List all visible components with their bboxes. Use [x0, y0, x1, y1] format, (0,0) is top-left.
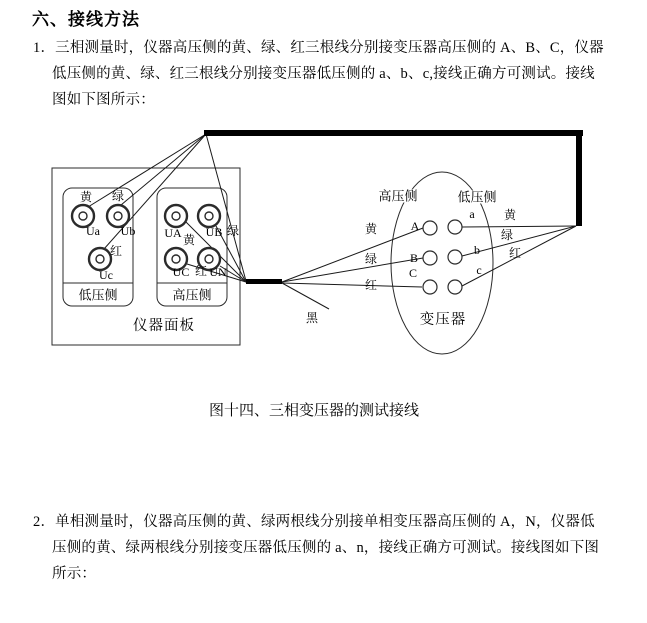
- terminal-uB-pin: [205, 212, 213, 220]
- wire-to-a: [462, 226, 576, 227]
- terminal-c: [448, 280, 462, 294]
- para1-line2: 低压侧的黄、绿、红三根线分别接变压器低压侧的 a、b、c,接线正确方可测试。接线: [52, 66, 595, 82]
- hv-bundle-segment: [246, 279, 282, 284]
- hv-uC-wire-label: 红: [194, 264, 208, 278]
- terminal-a: [448, 220, 462, 234]
- transformer-lv-side-label: 低压侧: [457, 189, 497, 205]
- terminal-uC-pin: [172, 255, 180, 263]
- hv-uB-wire-label: 绿: [226, 224, 240, 238]
- transformer-hv-side-label: 高压侧: [378, 188, 418, 204]
- transformer-title: 变压器: [419, 311, 467, 328]
- wire-black-stub: [282, 283, 329, 309]
- wire-to-B: [282, 258, 423, 282]
- trans-lv-red-label: 红: [508, 246, 522, 260]
- lv-uc-wire-label: 红: [109, 244, 123, 258]
- terminal-b-label: b: [474, 243, 480, 257]
- wire-lv-green: [121, 134, 206, 205]
- terminal-C: [423, 280, 437, 294]
- wire-lv-yellow: [88, 134, 206, 207]
- figure-caption: 图十四、三相变压器的测试接线: [208, 403, 419, 419]
- para2-line2: 压侧的黄、绿两根线分别接变压器低压侧的 a、n，接线正确方可测试。接线图如下图: [52, 540, 600, 556]
- lv-bundle-vertical: [576, 130, 582, 226]
- lv-ub-id-label: Ub: [120, 224, 136, 238]
- terminal-uN-pin: [205, 255, 213, 263]
- hv-uB-id-label: UB: [205, 225, 223, 239]
- terminal-ub-pin: [114, 212, 122, 220]
- lv-ub-wire-label: 绿: [111, 189, 125, 203]
- lv-uc-id-label: Uc: [99, 268, 113, 282]
- para2-line3: 所示：: [52, 566, 97, 582]
- terminal-uc-pin: [96, 255, 104, 263]
- hv-uN-id-label: UN: [209, 265, 227, 279]
- para1-line3: 图如下图所示：: [52, 92, 155, 108]
- trans-lv-yellow-label: 黄: [503, 208, 517, 222]
- terminal-c-label: c: [476, 263, 482, 277]
- terminal-a-label: a: [469, 207, 475, 221]
- lv-bundle-horizontal: [204, 130, 583, 136]
- wire-to-C: [282, 283, 422, 287]
- hv-uC-id-label: UC: [172, 265, 190, 279]
- hv-uA-id-label: UA: [164, 226, 182, 240]
- section-title: 六、接线方法: [32, 10, 140, 30]
- trans-hv-green-label: 绿: [364, 252, 378, 266]
- panel-hv-box-label: 高压侧: [172, 287, 212, 303]
- trans-hv-yellow-label: 黄: [364, 222, 378, 236]
- para1-line1: 1．三相测量时，仪器高压侧的黄、绿、红三根线分别接变压器高压侧的 A、B、C，仪器: [33, 40, 604, 56]
- terminal-A: [423, 221, 437, 235]
- terminal-B: [423, 251, 437, 265]
- para2-line1: 2．单相测量时，仪器高压侧的黄、绿两根线分别接单相变压器高压侧的 A，N，仪器低: [33, 514, 595, 530]
- transformer-terminals: [423, 220, 462, 294]
- panel-title: 仪器面板: [133, 317, 195, 334]
- terminal-uA-pin: [172, 212, 180, 220]
- lv-ua-id-label: Ua: [86, 224, 100, 238]
- terminal-B-label: B: [409, 251, 419, 265]
- trans-hv-red-label: 红: [364, 278, 378, 292]
- terminal-A-label: A: [410, 219, 420, 233]
- terminal-C-label: C: [408, 266, 418, 280]
- lv-ua-wire-label: 黄: [79, 190, 93, 204]
- terminal-b: [448, 250, 462, 264]
- terminal-ua-pin: [79, 212, 87, 220]
- wire-to-A: [282, 228, 423, 282]
- hv-uA-wire-label: 黄: [182, 233, 196, 247]
- black-wire-label: 黑: [305, 311, 319, 325]
- cable-bundles: [204, 130, 583, 284]
- trans-lv-green-label: 绿: [500, 228, 514, 242]
- panel-lv-box-label: 低压侧: [78, 287, 118, 303]
